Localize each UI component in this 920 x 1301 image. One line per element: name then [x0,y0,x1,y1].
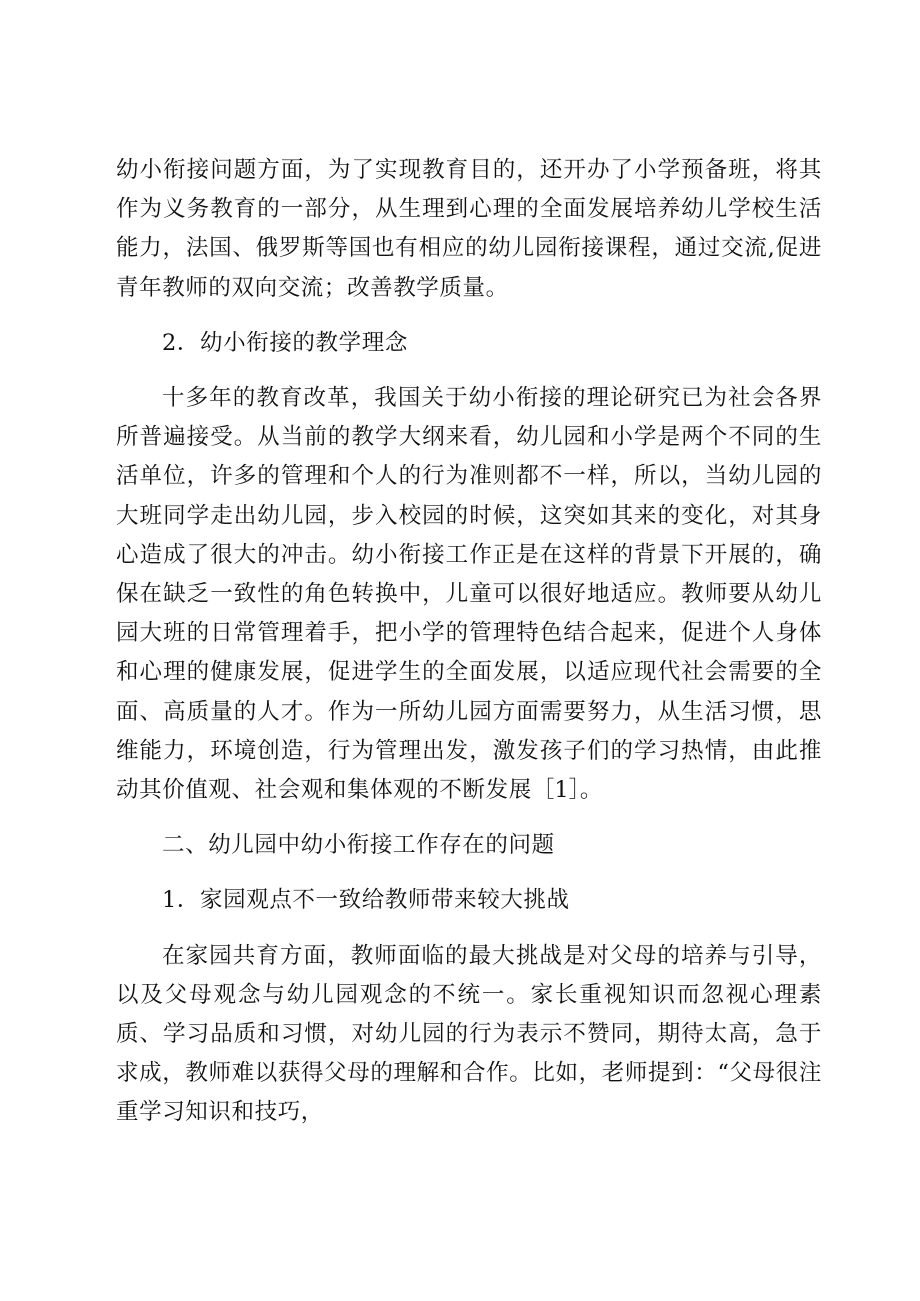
paragraph-continuation: 幼小衔接问题方面，为了实现教育目的，还开办了小学预备班，将其作为义务教育的一部分，从生理到心理的全面发展培养幼儿学校生活能力，法国、俄罗斯等国也有相应的幼儿园衔接课程，通过交流,促进青年教师的双向交流；改善教学质量。 [116,157,822,301]
paragraph-text: 十多年的教育改革，我国关于幼小衔接的理论研究已为社会各界所普遍接受。从当前的教学大纲来看，幼儿园和小学是两个不同的生活单位，许多的管理和个人的行为准则都不一样，所以，当幼儿园的大班同学走出幼儿园，步入校园的时候，这突如其来的变化，对其身心造成了很大的冲击。幼小衔接工作正是在这样的背景下开展的，确保在缺乏一致性的角色转换中，儿童可以很好地适应。教师要从幼儿园大班的日常管理着手，把小学的管理特色结合起来，促进个人身体和心理的健康发展，促进学生的全面发展，以适应现代社会需要的全面、高质量的人才。作为一所幼儿园方面需要努力，从生活习惯，思维能力，环境创造，行为管理出发，激发孩子们的学习热情，由此推动其价值观、社会观和集体观的不断发展 [116,385,822,804]
subsection-heading-home-school: 1．家园观点不一致给教师带来较大挑战 [162,887,570,914]
paragraph-home-school: 在家园共育方面，教师面临的最大挑战是对父母的培养与引导，以及父母观念与幼儿园观念的不统一。家长重视知识而忽视心理素质、学习品质和习惯，对幼儿园的行为表示不赞同，期待太高，急于求成，教师难以获得父母的理解和合作。比如，老师提到：“父母很注重学习知识和技巧， [116,942,822,1126]
section-heading-teaching-concept: 2．幼小衔接的教学理念 [162,329,408,356]
section-heading-problems: 二、幼儿园中幼小衔接工作存在的问题 [162,832,555,859]
paragraph-teaching-concept [116,379,822,810]
document-body [116,151,822,1133]
citation-reference: ［1］。 [531,777,603,804]
